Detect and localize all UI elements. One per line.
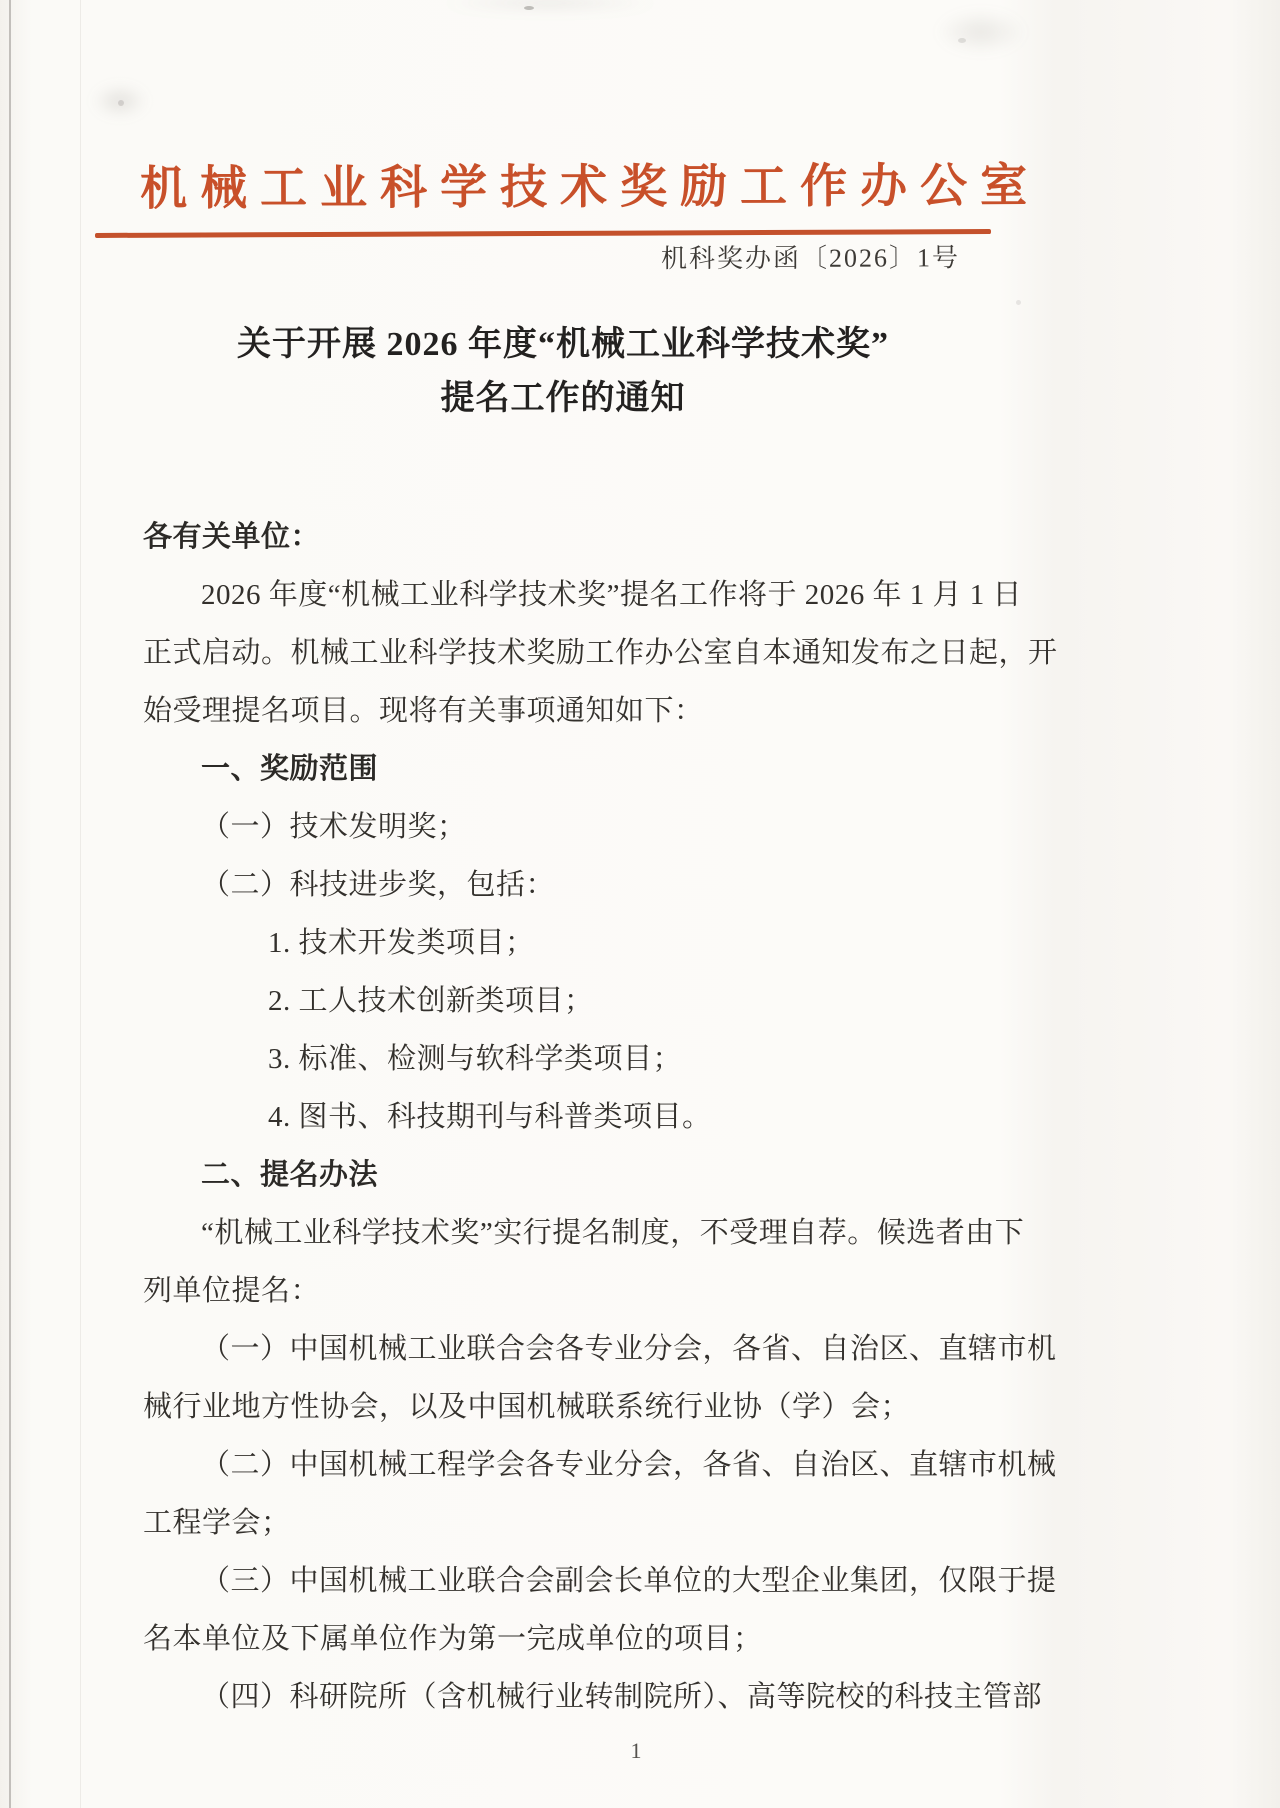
- body-line: 工程学会；: [143, 1507, 291, 1539]
- section-heading-2: 二、提名办法: [201, 1159, 379, 1191]
- scan-speck: [1016, 300, 1021, 305]
- body-line: 4. 图书、科技期刊与科普类项目。: [268, 1101, 712, 1133]
- body-line: 列单位提名：: [143, 1275, 321, 1307]
- body-line: 1. 技术开发类项目；: [268, 927, 535, 959]
- scan-speck: [524, 6, 534, 10]
- body-line: 正式启动。机械工业科学技术奖励工作办公室自本通知发布之日起，开: [143, 637, 1058, 669]
- body-line: 始受理提名项目。现将有关事项通知如下：: [143, 695, 704, 727]
- body-line: 3. 标准、检测与软科学类项目；: [268, 1043, 683, 1075]
- scan-smudge: [440, 0, 660, 12]
- body-line: 2. 工人技术创新类项目；: [268, 985, 594, 1017]
- document-title-line1: 关于开展 2026 年度“机械工业科学技术奖”: [237, 326, 889, 363]
- body-line: 名本单位及下属单位作为第一完成单位的项目；: [143, 1623, 763, 1655]
- scan-edge-line: [9, 0, 11, 1808]
- section-heading-1: 一、奖励范围: [201, 753, 379, 785]
- body-line: （三）中国机械工业联合会副会长单位的大型企业集团，仅限于提: [201, 1565, 1057, 1597]
- body-line: （四）科研院所（含机械行业转制院所）、高等院校的科技主管部: [201, 1681, 1043, 1713]
- page-number: 1: [630, 1738, 642, 1763]
- scan-smudge: [936, 10, 1026, 54]
- body-line: （一）中国机械工业联合会各专业分会，各省、自治区、直辖市机: [201, 1333, 1057, 1365]
- body-line: （一）技术发明奖；: [201, 811, 467, 843]
- body-line: “机械工业科学技术奖”实行提名制度，不受理自荐。候选者由下: [201, 1217, 1025, 1249]
- document-title-line2: 提名工作的通知: [440, 380, 686, 417]
- document-number: 机科奖办函〔2026〕1号: [660, 243, 961, 274]
- body-line: 2026 年度“机械工业科学技术奖”提名工作将于 2026 年 1 月 1 日: [201, 579, 1022, 611]
- body-line: （二）中国机械工程学会各专业分会，各省、自治区、直辖市机械: [201, 1449, 1057, 1481]
- body-line: 械行业地方性协会，以及中国机械联系统行业协（学）会；: [143, 1391, 911, 1423]
- letterhead-office-name: 机械工业科学技术奖励工作办公室: [139, 160, 1041, 216]
- scan-speck: [958, 38, 966, 43]
- body-line: （二）科技进步奖，包括：: [201, 869, 556, 901]
- document-body: [143, 508, 1058, 1726]
- salutation: 各有关单位：: [143, 521, 321, 553]
- scan-fold-line: [80, 0, 81, 1808]
- scan-speck: [118, 100, 124, 106]
